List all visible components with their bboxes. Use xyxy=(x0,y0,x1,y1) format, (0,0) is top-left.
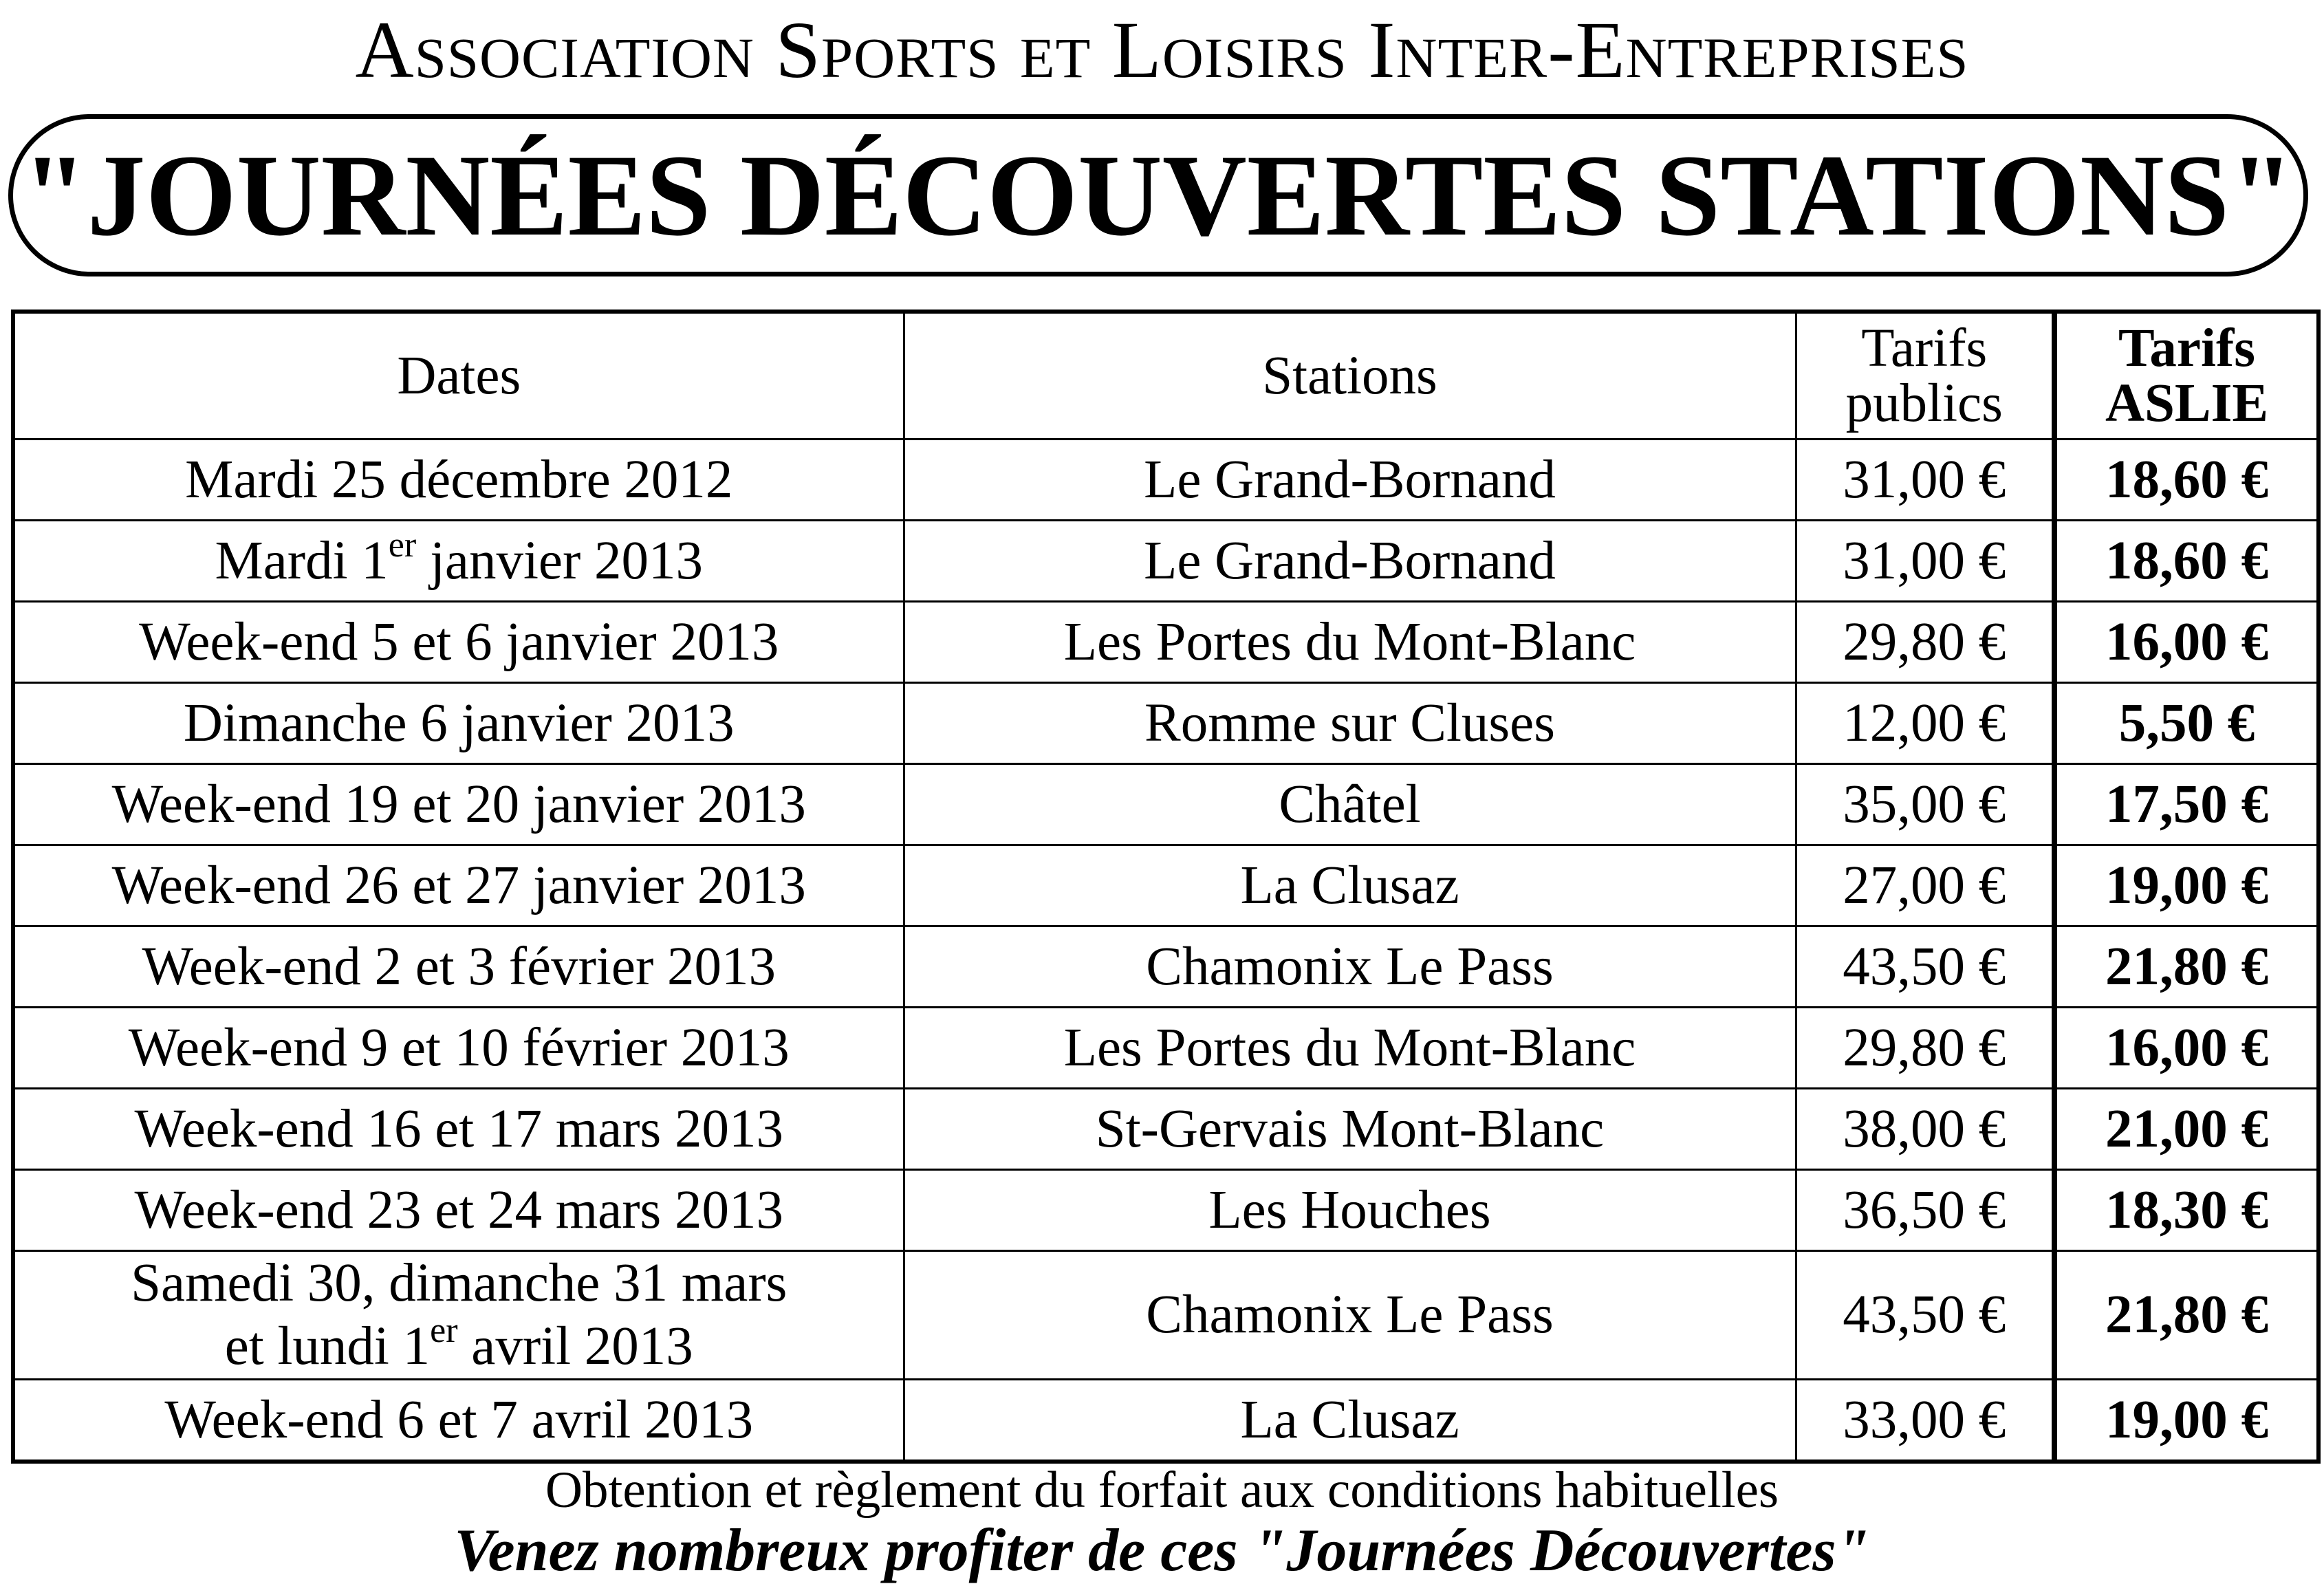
date-cell: Week-end 23 et 24 mars 2013 xyxy=(13,1170,904,1251)
aslie-price-cell: 21,80 € xyxy=(2054,926,2318,1008)
station-cell: Les Portes du Mont-Blanc xyxy=(904,1008,1796,1089)
conditions-note: Obtention et règlement du forfait aux conditions habituelles xyxy=(545,1462,1779,1519)
ordinal-suffix: er xyxy=(430,1311,458,1350)
aslie-price-cell: 21,00 € xyxy=(2054,1089,2318,1170)
public-price-cell: 43,50 € xyxy=(1796,926,2054,1008)
header-stations: Stations xyxy=(904,312,1796,440)
date-text: Samedi 30, dimanche 31 mars xyxy=(131,1253,788,1313)
association-name: Association Sports et Loisirs Inter-Entreprises xyxy=(355,5,1969,95)
date-cell: Week-end 16 et 17 mars 2013 xyxy=(13,1089,904,1170)
header-aslie-price xyxy=(2054,312,2318,440)
station-cell: La Clusaz xyxy=(904,845,1796,926)
public-price-cell: 29,80 € xyxy=(1796,602,2054,683)
date-cell: Week-end 19 et 20 janvier 2013 xyxy=(13,764,904,845)
table-row xyxy=(13,683,2318,764)
station-cell: Les Portes du Mont-Blanc xyxy=(904,602,1796,683)
public-price-cell: 27,00 € xyxy=(1796,845,2054,926)
date-cell: Dimanche 6 janvier 2013 xyxy=(13,683,904,764)
station-cell: Romme sur Cluses xyxy=(904,683,1796,764)
table-row xyxy=(13,602,2318,683)
station-cell: La Clusaz xyxy=(904,1380,1796,1462)
date-cell: Week-end 2 et 3 février 2013 xyxy=(13,926,904,1008)
header-aslie-line1: Tarifs xyxy=(2118,318,2255,378)
invitation-slogan: Venez nombreux profiter de ces "Journées Découvertes" xyxy=(454,1517,1870,1584)
table-row xyxy=(13,926,2318,1008)
aslie-price-cell: 19,00 € xyxy=(2054,1380,2318,1462)
date-cell: Week-end 26 et 27 janvier 2013 xyxy=(13,845,904,926)
station-cell: Chamonix Le Pass xyxy=(904,926,1796,1008)
aslie-price-cell: 19,00 € xyxy=(2054,845,2318,926)
date-cell: Mardi 25 décembre 2012 xyxy=(13,440,904,521)
table-row xyxy=(13,845,2318,926)
public-price-cell: 36,50 € xyxy=(1796,1170,2054,1251)
aslie-price-cell: 18,60 € xyxy=(2054,440,2318,521)
table-row xyxy=(13,764,2318,845)
date-text: et lundi 1 xyxy=(224,1316,431,1376)
header-public-line1: Tarifs xyxy=(1861,318,1988,378)
table-row xyxy=(13,1089,2318,1170)
public-price-cell: 35,00 € xyxy=(1796,764,2054,845)
table-row xyxy=(13,521,2318,602)
date-cell: Week-end 9 et 10 février 2013 xyxy=(13,1008,904,1089)
event-title: "JOURNÉES DÉCOUVERTES STATIONS" xyxy=(8,114,2308,276)
public-price-cell: 31,00 € xyxy=(1796,521,2054,602)
aslie-price-cell: 16,00 € xyxy=(2054,602,2318,683)
rates-table xyxy=(11,310,2321,1464)
aslie-price-cell: 17,50 € xyxy=(2054,764,2318,845)
public-price-cell: 12,00 € xyxy=(1796,683,2054,764)
table-row xyxy=(13,1380,2318,1462)
station-cell: Les Houches xyxy=(904,1170,1796,1251)
date-text: janvier 2013 xyxy=(416,530,704,591)
aslie-price-cell: 18,60 € xyxy=(2054,521,2318,602)
date-text: avril 2013 xyxy=(457,1316,693,1376)
header-dates: Dates xyxy=(13,312,904,440)
date-cell: Week-end 5 et 6 janvier 2013 xyxy=(13,602,904,683)
aslie-price-cell: 16,00 € xyxy=(2054,1008,2318,1089)
date-cell xyxy=(13,1251,904,1380)
table-row xyxy=(13,1170,2318,1251)
public-price-cell: 29,80 € xyxy=(1796,1008,2054,1089)
table-header-row xyxy=(13,312,2318,440)
station-cell: Châtel xyxy=(904,764,1796,845)
public-price-cell: 33,00 € xyxy=(1796,1380,2054,1462)
date-cell: Week-end 6 et 7 avril 2013 xyxy=(13,1380,904,1462)
station-cell: Le Grand-Bornand xyxy=(904,521,1796,602)
table-row xyxy=(13,440,2318,521)
public-price-cell: 38,00 € xyxy=(1796,1089,2054,1170)
aslie-price-cell: 5,50 € xyxy=(2054,683,2318,764)
public-price-cell: 31,00 € xyxy=(1796,440,2054,521)
header-public-price xyxy=(1796,312,2054,440)
station-cell: Le Grand-Bornand xyxy=(904,440,1796,521)
table-row xyxy=(13,1008,2318,1089)
header-aslie-line2: ASLIE xyxy=(2105,373,2269,433)
aslie-price-cell: 21,80 € xyxy=(2054,1251,2318,1380)
public-price-cell: 43,50 € xyxy=(1796,1251,2054,1380)
aslie-price-cell: 18,30 € xyxy=(2054,1170,2318,1251)
table-row xyxy=(13,1251,2318,1380)
date-cell xyxy=(13,521,904,602)
date-text: Mardi 1 xyxy=(215,530,389,591)
header-public-line2: publics xyxy=(1845,373,2003,433)
ordinal-suffix: er xyxy=(388,525,417,565)
station-cell: Chamonix Le Pass xyxy=(904,1251,1796,1380)
station-cell: St-Gervais Mont-Blanc xyxy=(904,1089,1796,1170)
